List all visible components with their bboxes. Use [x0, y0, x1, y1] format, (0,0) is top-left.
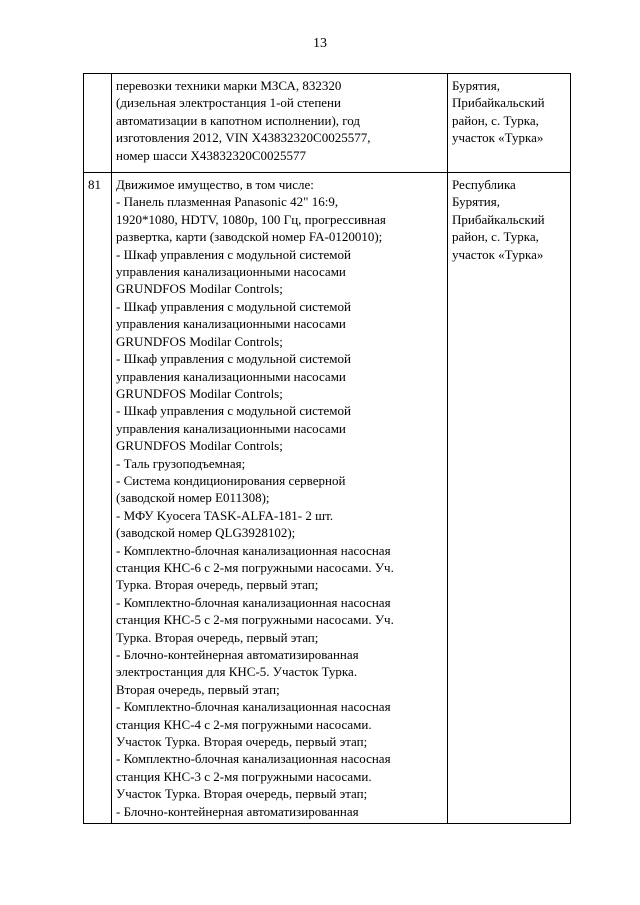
text-line: управления канализационными насосами — [116, 316, 346, 332]
text-line: участок «Турка» — [452, 130, 544, 146]
text-line: Прибайкальский — [452, 95, 545, 111]
text-line: (заводской номер E011308); — [116, 490, 270, 506]
description-cell — [112, 74, 448, 173]
text-line: район, с. Турка, — [452, 229, 539, 245]
text-line: Турка. Вторая очередь, первый этап; — [116, 577, 319, 593]
text-line: GRUNDFOS Modilar Controls; — [116, 333, 283, 349]
text-line: станция КНС-4 с 2-мя погружными насосами. — [116, 716, 372, 732]
text-line: перевозки техники марки МЗСА, 832320 — [116, 78, 342, 93]
page-number: 13 — [313, 36, 327, 51]
text-line: - Таль грузоподъемная; — [116, 455, 246, 471]
table-row — [84, 74, 571, 173]
text-line: станция КНС-3 с 2-мя погружными насосами. — [116, 768, 372, 784]
location-cell — [448, 74, 571, 173]
text-line: - Шкаф управления с модульной системой — [116, 351, 351, 367]
text-line: - Шкаф управления с модульной системой — [116, 403, 351, 419]
text-line: автоматизации в капотном исполнении), год — [116, 112, 361, 128]
text-line: - Блочно-контейнерная автоматизированная — [116, 647, 359, 662]
text-line: - Комплектно-блочная канализационная насосная — [116, 699, 391, 715]
text-line: - Блочно-контейнерная автоматизированная — [116, 803, 359, 819]
text-line: номер шасси X43832320C0025577 — [116, 147, 307, 163]
text-line: развертка, карти (заводской номер FA-0120010); — [116, 229, 383, 245]
row-number-cell: 81 — [84, 173, 112, 824]
text-line: управления канализационными насосами — [116, 420, 346, 436]
text-line: (дизельная электростанция 1-ой степени — [116, 95, 341, 111]
text-line: 1920*1080, HDTV, 1080p, 100 Гц, прогрессивная — [116, 211, 386, 227]
text-line: - МФУ Kyocera TASK-ALFA-181- 2 шт. — [116, 507, 334, 523]
text-line: - Панель плазменная Panasonic 42" 16:9, — [116, 194, 339, 210]
text-line: изготовления 2012, VIN X43832320C0025577, — [116, 130, 371, 146]
text-line: GRUNDFOS Modilar Controls; — [116, 385, 283, 401]
text-line: Турка. Вторая очередь, первый этап; — [116, 629, 319, 645]
text-line: Участок Турка. Вторая очередь, первый этап; — [116, 734, 368, 750]
property-table — [83, 73, 571, 824]
text-line: Движимое имущество, в том числе: — [116, 177, 314, 193]
text-line: Вторая очередь, первый этап; — [116, 681, 280, 697]
text-line: станция КНС-5 с 2-мя погружными насосами. Уч. — [116, 612, 394, 628]
text-line: управления канализационными насосами — [116, 368, 346, 384]
text-line: - Шкаф управления с модульной системой — [116, 298, 351, 314]
description-cell — [112, 173, 448, 824]
text-line: - Система кондиционирования серверной — [116, 472, 346, 488]
text-line: Прибайкальский — [452, 211, 545, 227]
text-line: GRUNDFOS Modilar Controls; — [116, 438, 283, 454]
text-line: участок «Турка» — [452, 246, 544, 262]
text-line: - Комплектно-блочная канализационная насосная — [116, 542, 391, 558]
text-line: станция КНС-6 с 2-мя погружными насосами. Уч. — [116, 559, 394, 575]
text-line: (заводской номер QLG3928102); — [116, 525, 296, 541]
text-line: Участок Турка. Вторая очередь, первый этап; — [116, 786, 368, 802]
row-number-cell — [84, 74, 112, 173]
text-line: электростанция для КНС-5. Участок Турка. — [116, 664, 358, 680]
text-line: - Комплектно-блочная канализационная насосная — [116, 751, 391, 767]
text-line: управления канализационными насосами — [116, 264, 346, 280]
text-line: GRUNDFOS Modilar Controls; — [116, 281, 283, 297]
text-line: район, с. Турка, — [452, 112, 539, 128]
location-cell — [448, 173, 571, 824]
text-line: Республика — [452, 177, 516, 193]
text-line: - Комплектно-блочная канализационная насосная — [116, 594, 391, 610]
text-line: Бурятия, — [452, 78, 500, 93]
text-line: Бурятия, — [452, 194, 500, 210]
table-row — [84, 173, 571, 824]
text-line: - Шкаф управления с модульной системой — [116, 246, 351, 262]
